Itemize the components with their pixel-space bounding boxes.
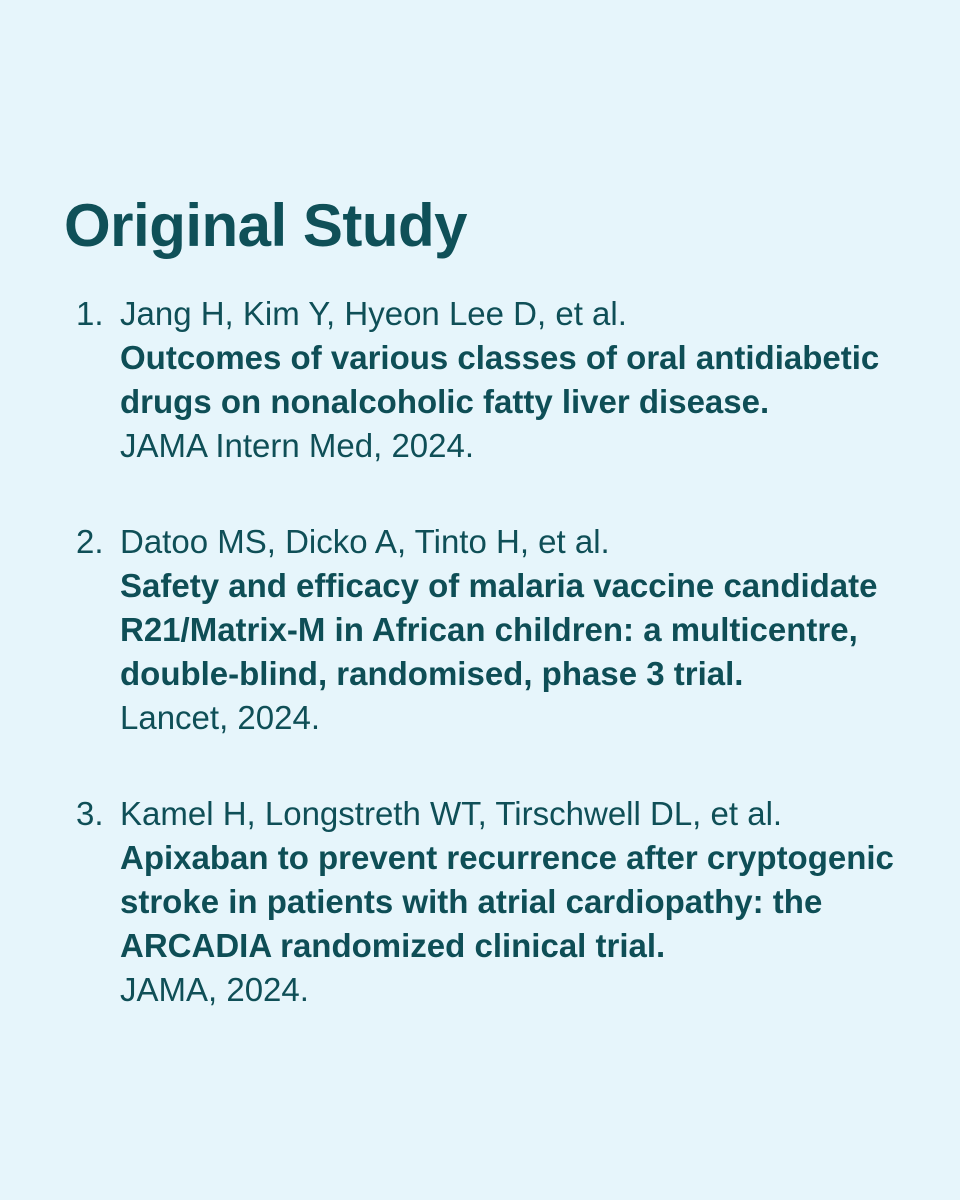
reference-item [0, 520, 960, 740]
reference-list [0, 292, 960, 1064]
reference-source: JAMA, 2024. [120, 971, 309, 1008]
reference-authors: Jang H, Kim Y, Hyeon Lee D, et al. [120, 295, 627, 332]
reference-number: 2. [76, 523, 104, 560]
reference-item [0, 292, 960, 468]
reference-authors: Kamel H, Longstreth WT, Tirschwell DL, et al. [120, 795, 783, 832]
reference-title: Apixaban to prevent recurrence after cryptogenic stroke in patients with atrial cardiopathy: the ARCADIA randomized clinical trial. [120, 839, 894, 964]
reference-title: Outcomes of various classes of oral antidiabetic drugs on nonalcoholic fatty liver disease. [120, 339, 880, 420]
reference-number: 3. [76, 795, 104, 832]
reference-item [0, 792, 960, 1012]
page-title: Original Study [64, 192, 468, 259]
reference-authors: Datoo MS, Dicko A, Tinto H, et al. [120, 523, 610, 560]
reference-number: 1. [76, 295, 104, 332]
reference-source: Lancet, 2024. [120, 699, 320, 736]
reference-source: JAMA Intern Med, 2024. [120, 427, 475, 464]
reference-title: Safety and efficacy of malaria vaccine candidate R21/Matrix-M in African children: a multicentre, double-blind, randomised, phase 3 trial. [120, 567, 878, 692]
